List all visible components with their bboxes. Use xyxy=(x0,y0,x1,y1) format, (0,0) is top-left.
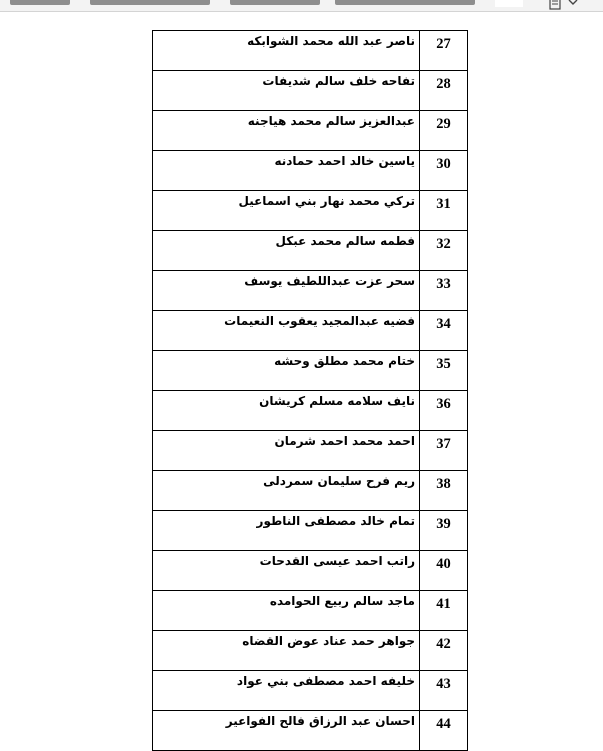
name-cell: راتب احمد عيسى القدحات xyxy=(153,551,420,591)
dropdown-icon[interactable] xyxy=(568,0,578,7)
table-row xyxy=(153,631,468,671)
name-cell: جواهر حمد عناد عوض القضاه xyxy=(153,631,420,671)
name-cell: ريم فرح سليمان سمردلى xyxy=(153,471,420,511)
table-row xyxy=(153,191,468,231)
table-row xyxy=(153,591,468,631)
number-cell: 35 xyxy=(420,351,468,391)
number-cell: 34 xyxy=(420,311,468,351)
table-row xyxy=(153,231,468,271)
toolbar-strip xyxy=(0,0,603,12)
names-table xyxy=(152,30,468,751)
toolbar-fragment xyxy=(230,0,320,5)
table-row xyxy=(153,711,468,751)
name-cell: ناصر عبد الله محمد الشوابكه xyxy=(153,31,420,71)
number-cell: 37 xyxy=(420,431,468,471)
name-cell: تفاحه خلف سالم شديفات xyxy=(153,71,420,111)
name-cell: تمام خالد مصطفى الناطور xyxy=(153,511,420,551)
table-row xyxy=(153,671,468,711)
document-page xyxy=(0,12,603,732)
name-cell: نايف سلامه مسلم كريشان xyxy=(153,391,420,431)
toolbar-input[interactable] xyxy=(495,0,523,7)
table-row xyxy=(153,511,468,551)
name-cell: ختام محمد مطلق وحشه xyxy=(153,351,420,391)
number-cell: 32 xyxy=(420,231,468,271)
table-row xyxy=(153,471,468,511)
table-row xyxy=(153,431,468,471)
number-cell: 33 xyxy=(420,271,468,311)
table-row xyxy=(153,271,468,311)
table-row xyxy=(153,551,468,591)
name-cell: ماجد سالم ربيع الحوامده xyxy=(153,591,420,631)
number-cell: 43 xyxy=(420,671,468,711)
toolbar-fragment xyxy=(335,0,475,5)
toolbar-fragment xyxy=(10,0,70,5)
name-cell: احمد محمد احمد شرمان xyxy=(153,431,420,471)
name-cell: عبدالعزيز سالم محمد هياجنه xyxy=(153,111,420,151)
number-cell: 30 xyxy=(420,151,468,191)
table-row xyxy=(153,151,468,191)
number-cell: 27 xyxy=(420,31,468,71)
name-cell: خليفه احمد مصطفى بني عواد xyxy=(153,671,420,711)
number-cell: 29 xyxy=(420,111,468,151)
name-cell: فضيه عبدالمجيد يعقوب النعيمات xyxy=(153,311,420,351)
number-cell: 44 xyxy=(420,711,468,751)
number-cell: 28 xyxy=(420,71,468,111)
name-cell: سحر عزت عبداللطيف يوسف xyxy=(153,271,420,311)
number-cell: 40 xyxy=(420,551,468,591)
table-row xyxy=(153,71,468,111)
number-cell: 38 xyxy=(420,471,468,511)
toolbar-fragment xyxy=(90,0,210,5)
table-row xyxy=(153,31,468,71)
name-cell: فطمه سالم محمد عبكل xyxy=(153,231,420,271)
number-cell: 31 xyxy=(420,191,468,231)
number-cell: 36 xyxy=(420,391,468,431)
number-cell: 41 xyxy=(420,591,468,631)
table-row xyxy=(153,111,468,151)
name-cell: تركي محمد نهار بني اسماعيل xyxy=(153,191,420,231)
number-cell: 39 xyxy=(420,511,468,551)
name-cell: ياسين خالد احمد حمادنه xyxy=(153,151,420,191)
name-cell: احسان عبد الرزاق فالح الفواعير xyxy=(153,711,420,751)
document-icon[interactable] xyxy=(548,0,562,10)
table-row xyxy=(153,351,468,391)
table-row xyxy=(153,391,468,431)
table-row xyxy=(153,311,468,351)
number-cell: 42 xyxy=(420,631,468,671)
